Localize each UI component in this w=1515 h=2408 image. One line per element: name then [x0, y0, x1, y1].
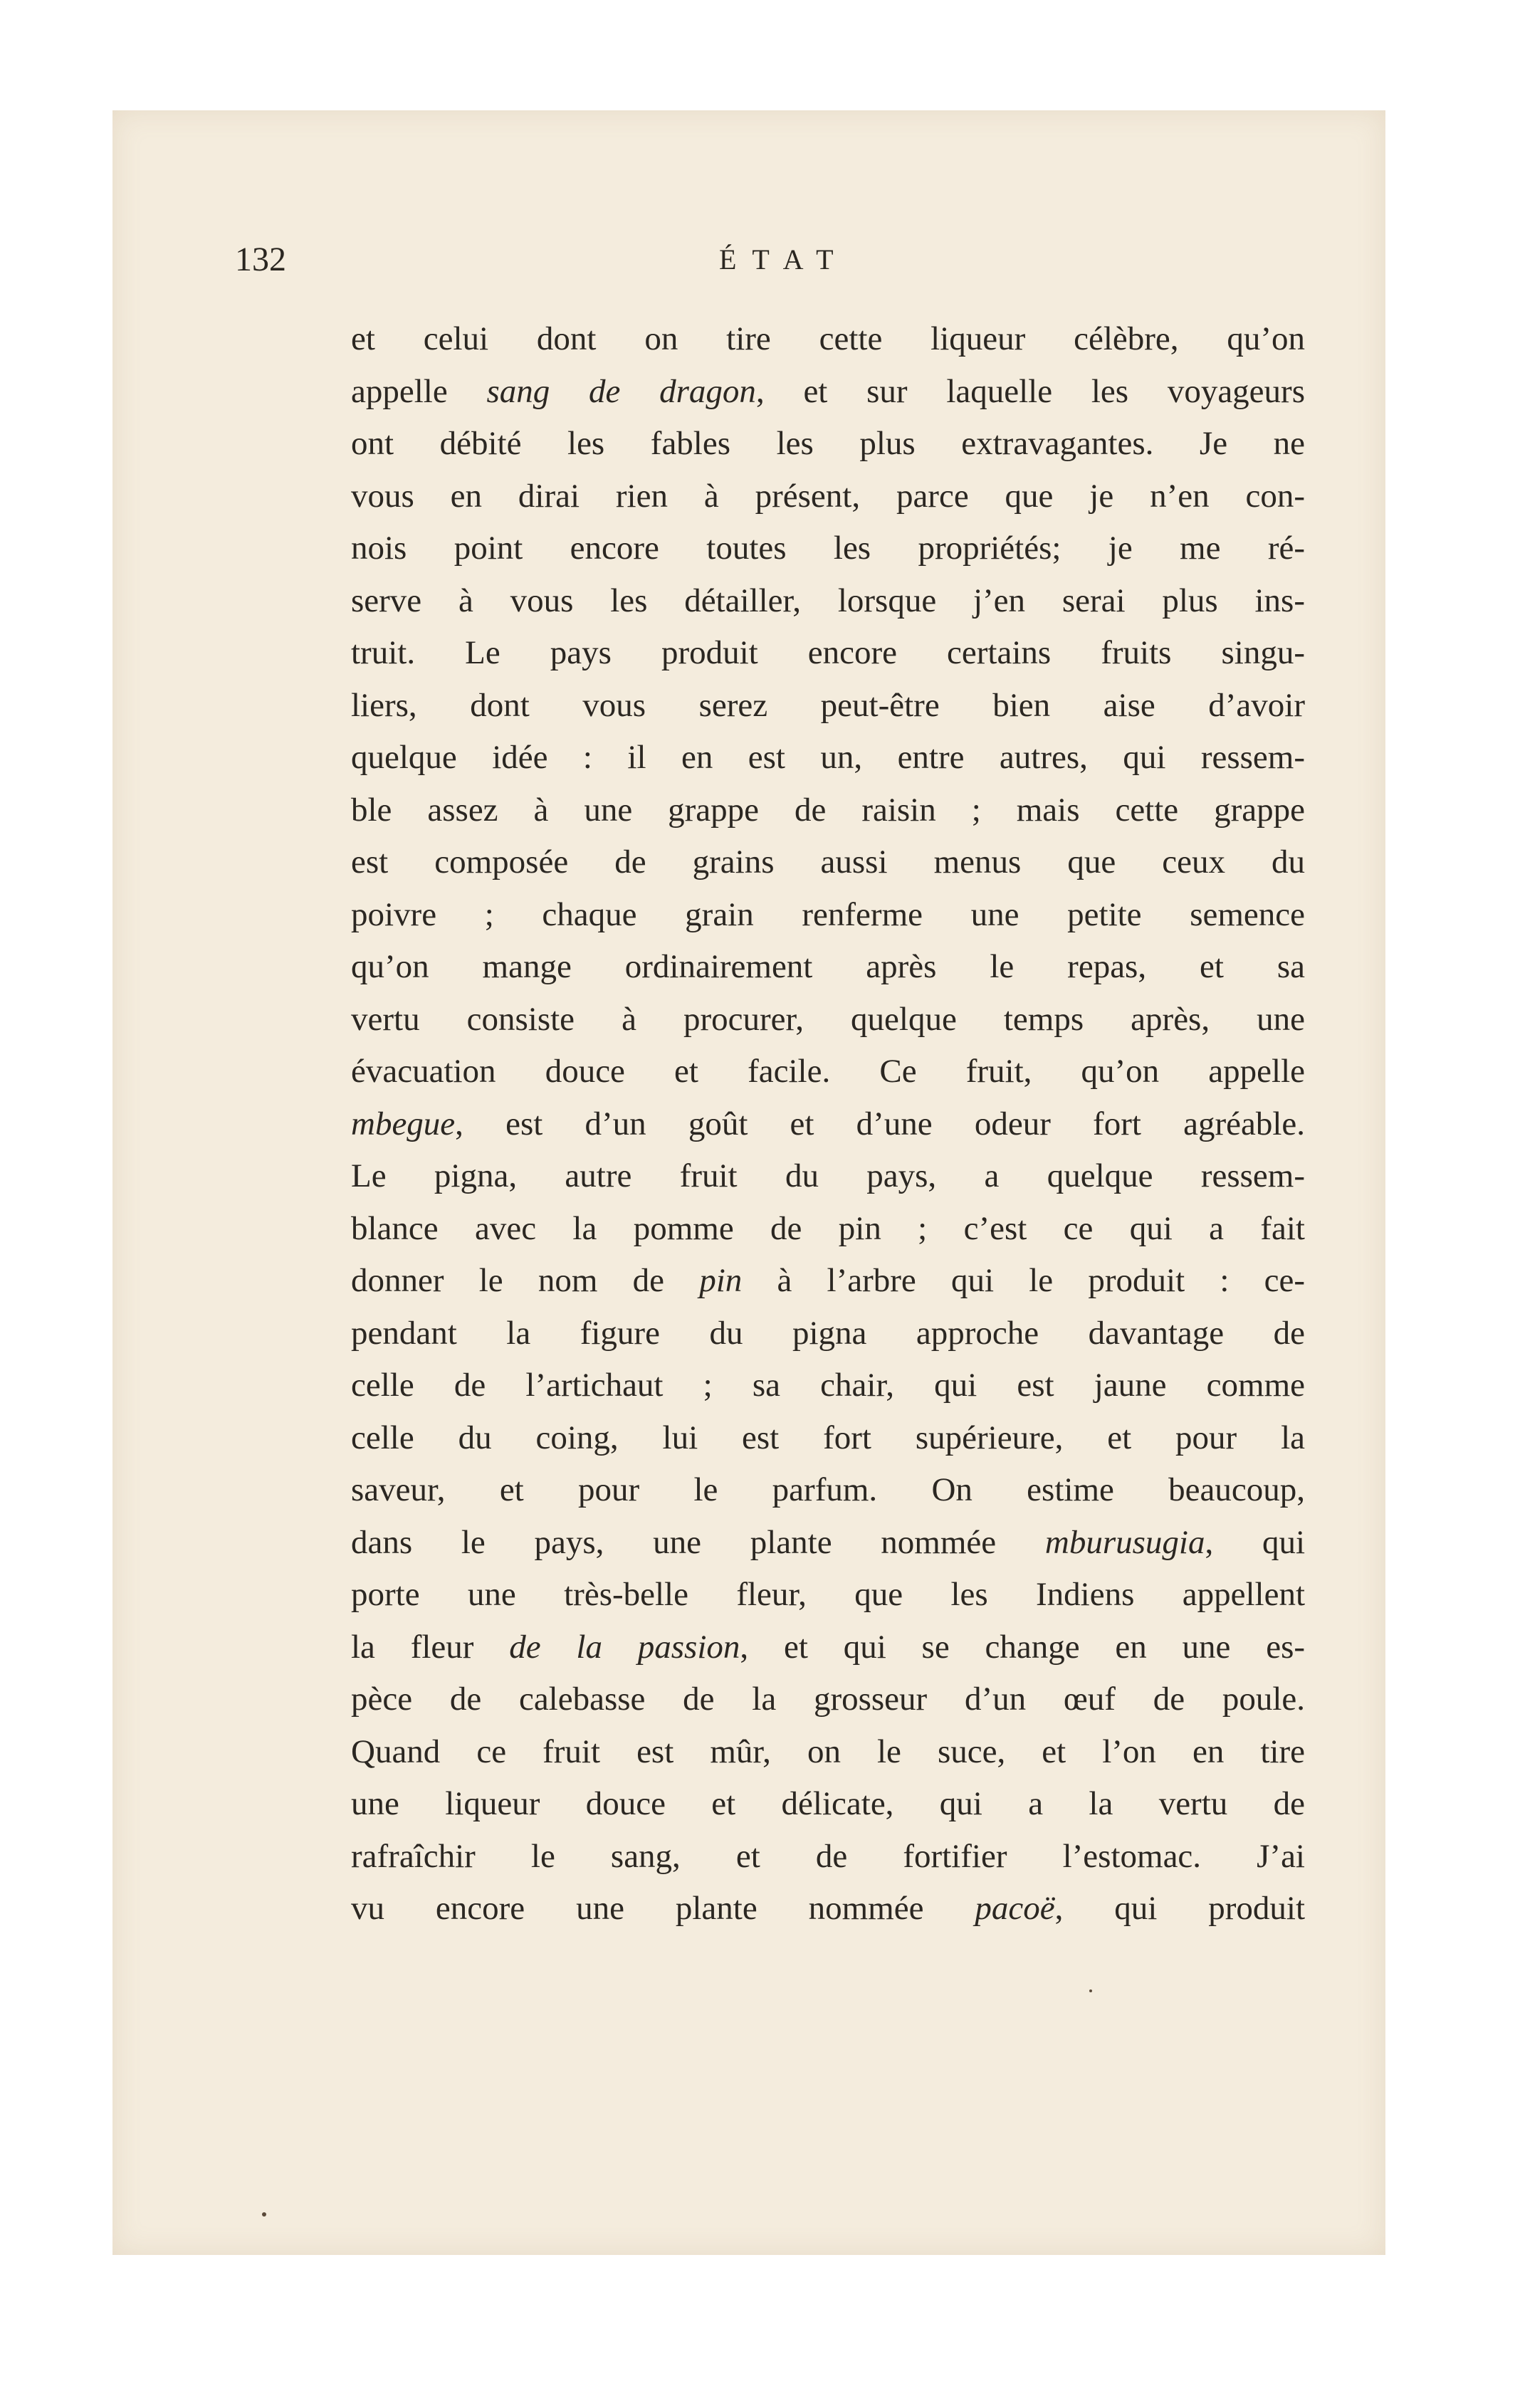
text-segment: blance avec la pomme de pin ; c’est ce qui a fait [351, 1209, 1305, 1247]
text-line [351, 366, 1305, 419]
page-header [235, 238, 1297, 281]
text-line [351, 732, 1305, 784]
text-line [351, 575, 1305, 628]
text-line [351, 889, 1305, 942]
text-line [351, 1569, 1305, 1621]
italic-segment: pacoë [975, 1890, 1055, 1927]
text-line [351, 1203, 1305, 1256]
text-line [351, 680, 1305, 732]
text-segment: saveur, et pour le parfum. On estime beaucoup, [351, 1471, 1305, 1508]
text-line [351, 941, 1305, 994]
text-segment: pèce de calebasse de la grosseur d’un œuf de poule. [351, 1681, 1305, 1718]
text-line [351, 994, 1305, 1046]
text-segment: liers, dont vous serez peut-être bien aise d’avoir [351, 686, 1305, 724]
text-line [351, 1360, 1305, 1412]
text-line [351, 1517, 1305, 1570]
italic-segment: de la passion [509, 1628, 740, 1666]
text-segment: et celui dont on tire cette liqueur célèbre, qu’on [351, 320, 1305, 357]
text-line [351, 470, 1305, 523]
italic-segment: mburusugia [1044, 1523, 1205, 1561]
text-segment: Quand ce fruit est mûr, on le suce, et l’on en tire [351, 1733, 1305, 1770]
text-line [351, 1726, 1305, 1779]
text-segment: la fleur [351, 1628, 510, 1666]
text-segment: est composée de grains aussi menus que ceux du [351, 843, 1305, 880]
text-segment: dans le pays, une plante nommée [351, 1523, 1045, 1561]
text-line [351, 1098, 1305, 1151]
text-segment: vous en dirai rien à présent, parce que je n’en con- [351, 477, 1305, 515]
text-line [351, 1046, 1305, 1098]
text-segment: évacuation douce et facile. Ce fruit, qu’on appelle [351, 1053, 1305, 1090]
text-line [351, 1464, 1305, 1517]
text-segment: , qui produit [1054, 1890, 1305, 1927]
text-segment: ont débité les fables les plus extravagantes. Je ne [351, 425, 1305, 462]
text-segment: , et qui se change en une es- [740, 1628, 1306, 1666]
italic-segment: pin [699, 1262, 743, 1299]
text-line [351, 1778, 1305, 1831]
italic-segment: sang de dragon [486, 372, 756, 410]
text-segment: ble assez à une grappe de raisin ; mais cette grappe [351, 791, 1305, 829]
text-segment: rafraîchir le sang, et de fortifier l’estomac. J’ai [351, 1837, 1305, 1875]
text-line [351, 1673, 1305, 1726]
text-segment: serve à vous les détailler, lorsque j’en serai plus ins- [351, 582, 1305, 619]
text-segment: une liqueur douce et délicate, qui a la vertu de [351, 1785, 1305, 1822]
text-segment: vertu consiste à procurer, quelque temps après, une [351, 1000, 1305, 1038]
text-segment: , qui [1205, 1523, 1306, 1561]
text-segment: Le pigna, autre fruit du pays, a quelque ressem- [351, 1157, 1305, 1194]
text-line [351, 1255, 1305, 1308]
text-line [351, 784, 1305, 837]
text-line [351, 627, 1305, 680]
text-line [351, 1883, 1305, 1935]
text-segment: celle de l’artichaut ; sa chair, qui est jaune comme [351, 1367, 1305, 1404]
text-line [351, 1308, 1305, 1360]
italic-segment: mbegue [351, 1105, 456, 1142]
text-segment: , et sur laquelle les voyageurs [755, 372, 1305, 410]
text-line [351, 522, 1305, 575]
text-line [351, 1621, 1305, 1674]
page-number: 132 [235, 241, 286, 278]
text-line [351, 836, 1305, 889]
text-segment: pendant la figure du pigna approche davantage de [351, 1314, 1305, 1352]
text-segment: poivre ; chaque grain renferme une petite semence [351, 895, 1305, 933]
paper-speck [262, 2212, 266, 2217]
text-segment: à l’arbre qui le produit : ce- [742, 1262, 1305, 1299]
text-line [351, 1831, 1305, 1883]
text-line [351, 418, 1305, 470]
text-line [351, 1150, 1305, 1203]
text-segment: appelle [351, 372, 487, 410]
text-segment: qu’on mange ordinairement après le repas, et sa [351, 948, 1305, 985]
paper-speck [1089, 1989, 1092, 1992]
running-head: ÉTAT [719, 243, 849, 275]
text-segment: truit. Le pays produit encore certains fruits singu- [351, 634, 1305, 671]
text-segment: vu encore une plante nommée [351, 1890, 975, 1927]
text-segment: porte une très-belle fleur, que les Indiens appellent [351, 1576, 1305, 1613]
text-segment: celle du coing, lui est fort supérieure, et pour la [351, 1419, 1305, 1456]
body-text [351, 313, 1305, 1935]
text-line [351, 313, 1305, 366]
text-segment: quelque idée : il en est un, entre autres, qui ressem- [351, 739, 1305, 776]
text-line [351, 1412, 1305, 1465]
text-segment: nois point encore toutes les propriétés; je me ré- [351, 530, 1305, 567]
text-segment: , est d’un goût et d’une odeur fort agréable. [455, 1105, 1305, 1142]
text-segment: donner le nom de [351, 1262, 700, 1299]
